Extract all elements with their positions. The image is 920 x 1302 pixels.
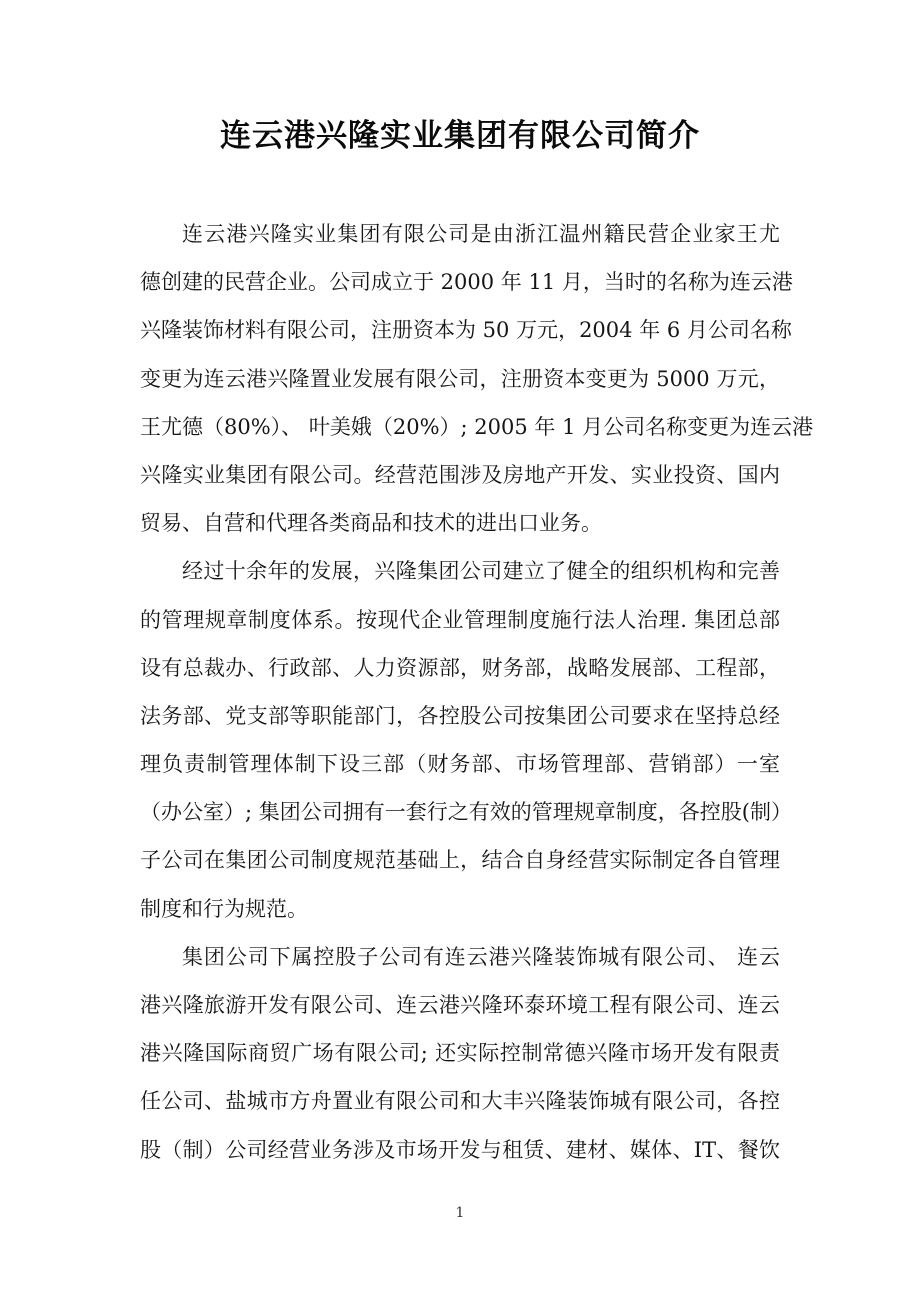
page-number: 1 <box>455 1205 465 1221</box>
text-line: 股（制）公司经营业务涉及市场开发与租赁、建材、媒体、IT、餐饮 <box>140 1137 780 1162</box>
document-title: 连云港兴隆实业集团有限公司简介 <box>220 118 700 154</box>
paragraph-company-history <box>140 210 814 547</box>
text-line: 的管理规章制度体系。按现代企业管理制度施行法人治理. 集团总部 <box>140 607 780 632</box>
text-line: 法务部、党支部等职能部门，各控股公司按集团公司要求在坚持总经 <box>140 703 780 728</box>
text-line: 连云港兴隆实业集团有限公司是由浙江温州籍民营企业家王尤 <box>182 222 780 246</box>
text-line: 设有总裁办、行政部、人力资源部，财务部，战略发展部、工程部， <box>140 655 780 680</box>
text-line: 港兴隆国际商贸广场有限公司; 还实际控制常德兴隆市场开发有限责 <box>140 1041 780 1066</box>
text-line: 德创建的民营企业。公司成立于 2000 年 11 月，当时的名称为连云港 <box>140 270 793 295</box>
text-line: 制度和行为规范。 <box>140 896 308 921</box>
text-line: 子公司在集团公司制度规范基础上，结合自身经营实际制定各自管理 <box>140 848 780 873</box>
text-line: （办公室）; 集团公司拥有一套行之有效的管理规章制度，各控股(制） <box>140 800 792 825</box>
paragraph-subsidiaries <box>140 933 780 1174</box>
text-line: 变更为连云港兴隆置业发展有限公司，注册资本变更为 5000 万元， <box>140 366 780 391</box>
text-line: 集团公司下属控股子公司有连云港兴隆装饰城有限公司、 连云 <box>182 944 780 969</box>
text-line: 任公司、盐城市方舟置业有限公司和大丰兴隆装饰城有限公司，各控 <box>140 1089 780 1114</box>
document-body <box>140 210 814 1174</box>
text-line: 兴隆实业集团有限公司。经营范围涉及房地产开发、实业投资、国内 <box>140 462 780 487</box>
text-line: 王尤德（80%）、 叶美娥（20%）; 2005 年 1 月公司名称变更为连云港 <box>140 414 814 439</box>
text-line: 港兴隆旅游开发有限公司、连云港兴隆环泰环境工程有限公司、连云 <box>140 993 780 1017</box>
paragraph-organization <box>140 547 792 933</box>
text-line: 理负责制管理体制下设三部（财务部、市场管理部、营销部）一室 <box>140 752 780 777</box>
text-line: 贸易、自营和代理各类商品和技术的进出口业务。 <box>140 511 602 536</box>
text-line: 兴隆装饰材料有限公司，注册资本为 50 万元，2004 年 6 月公司名称 <box>140 318 792 343</box>
text-line: 经过十余年的发展，兴隆集团公司建立了健全的组织机构和完善 <box>182 559 780 584</box>
